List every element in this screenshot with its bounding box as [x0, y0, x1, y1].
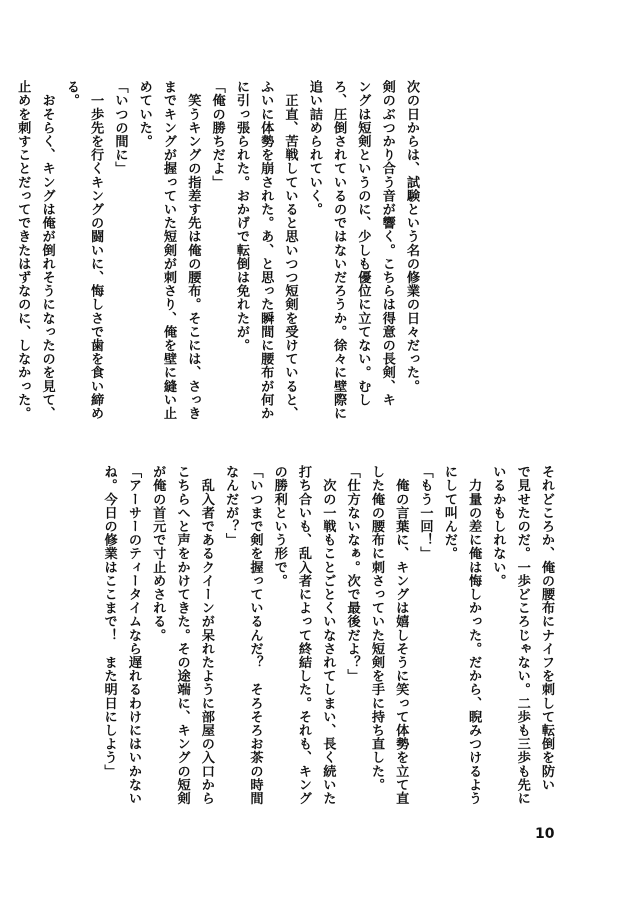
- text-line: それどころか、俺の腰布にナイフを刺して転倒を防い: [539, 465, 554, 792]
- text-line: 打ち合いも、乱入者によって終結した。それも、キング: [296, 465, 312, 805]
- upper-text-block: [10, 80, 423, 440]
- text-line: ね。今日の修業はここまで！ また明日にしよう」: [101, 465, 117, 778]
- text-line: で見せたのだ。一歩どころじゃない。二歩も三歩も先に: [514, 465, 530, 805]
- text-line: こちらへと声をかけてきた。その途端に、キングの短剣: [174, 465, 190, 805]
- text-line: おそらく、キングは俺が倒れそうになったのを見て、: [39, 80, 55, 420]
- text-line: 次の一戦もことごとくいなされてしまい、長く続いた: [320, 465, 336, 805]
- text-line: ングは短剣というのに、少しも優位に立てない。むし: [355, 80, 371, 407]
- text-line: 止めを刺すことだってできたはずなのに、しなかった。: [15, 80, 31, 420]
- text-line: 俺の言葉に、キングは嬉しそうに笑って体勢を立て直: [393, 465, 409, 805]
- text-line: めていた。: [136, 80, 152, 148]
- text-line: 笑うキングの指差す先は俺の腰布。そこには、さっき: [185, 80, 201, 420]
- text-line: いるかもしれない。: [490, 465, 506, 588]
- text-line: 「俺の勝ちだよ」: [209, 80, 225, 189]
- text-line: 力量の差に俺は悔しかった。だから、睨みつけるよう: [466, 465, 482, 805]
- text-line: 剣のぶつかり合う音が響く。こちらは得意の長剣、キ: [379, 80, 395, 407]
- text-line: 「仕方ないなぁ。次で最後だよ？」: [344, 465, 360, 683]
- text-line: 「いつの間に」: [112, 80, 128, 176]
- text-line: に引っ張られた。おかげで転倒は免れたが。: [233, 80, 249, 352]
- page-number: 10: [535, 826, 555, 842]
- text-line: までキングが握っていた短剣が刺さり、俺を壁に縫い止: [161, 80, 177, 420]
- text-line: 「いつまで剣を握っているんだ？ そろそろお茶の時間: [247, 465, 263, 805]
- text-line: が俺の首元で寸止めされる。: [150, 465, 166, 642]
- text-line: 「アーサーのティータイムなら遅れるわけにはいかない: [125, 465, 141, 805]
- text-line: る。: [63, 80, 79, 108]
- text-line: にして叫んだ。: [441, 465, 457, 561]
- text-line: 一歩先を行くキングの闘いに、悔しさで歯を食い締め: [88, 80, 104, 420]
- text-line: ふいに体勢を崩された。あ、と思った瞬間に腰布が何か: [258, 80, 274, 420]
- text-line: 次の日からは、試験という名の修業の日々だった。: [404, 80, 419, 393]
- text-line: した俺の腰布に刺さっていた短剣を手に持ち直した。: [368, 465, 384, 792]
- lower-text-block: [96, 465, 558, 815]
- text-line: の勝利という形で。: [271, 465, 287, 588]
- text-line: 乱入者であるクイーンが呆れたように部屋の入口から: [198, 465, 214, 805]
- text-line: なんだが？」: [223, 465, 239, 547]
- text-line: 正直、苦戦していると思いつつ短剣を受けていると、: [282, 80, 298, 420]
- text-line: 追い詰められていく。: [306, 80, 322, 216]
- text-line: ろ、圧倒されているのではないだろうか。徐々に壁際に: [331, 80, 347, 420]
- text-line: 「もう一回！」: [417, 465, 433, 561]
